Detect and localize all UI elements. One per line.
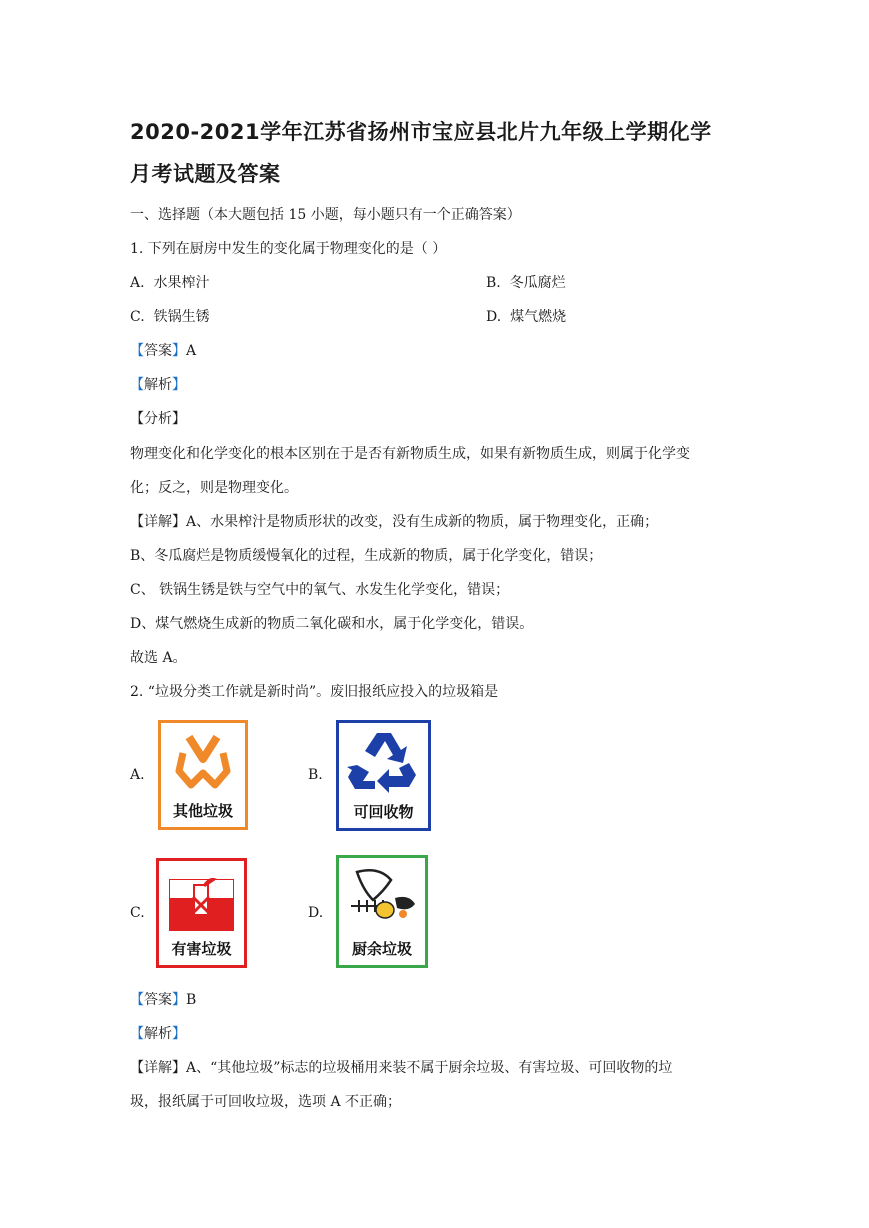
q1-fenxi-line2: 化；反之，则是物理变化。: [130, 480, 298, 496]
q1-fenxi-line1: 物理变化和化学变化的根本区别在于是否有新物质生成，如果有新物质生成，则属于化学变: [130, 446, 690, 462]
q1-stem: 1. 下列在厨房中发生的变化属于物理变化的是（ ）: [130, 241, 447, 257]
q2-option-d-key: D.: [308, 905, 324, 921]
recyclable-label: 可回收物: [353, 803, 414, 821]
hazardous-label: 有害垃圾: [171, 940, 232, 958]
q1-option-a-key: A.: [130, 275, 145, 291]
other-waste-bin-sign: [158, 720, 248, 830]
q1-detail-b: B、冬瓜腐烂是物质缓慢氧化的过程，生成新的物质，属于化学变化，错误；: [130, 548, 603, 564]
q1-option-d: [486, 306, 566, 326]
q1-option-d-text: 煤气燃烧: [510, 309, 567, 325]
q1-option-a: [130, 272, 209, 292]
q2-option-b-key: B.: [308, 767, 323, 783]
q1-option-b-key: B.: [486, 275, 501, 291]
other-waste-label: 其他垃圾: [172, 802, 233, 820]
q2-detail-line1-text: A、“其他垃圾”标志的垃圾桶用来装不属于厨余垃圾、有害垃圾、可回收物的垃: [186, 1060, 673, 1076]
q1-answer: 【答案】A: [130, 343, 197, 359]
q1-fenxi-tag: 分析: [144, 411, 172, 427]
recycle-icon: [339, 723, 428, 801]
q1-analysis-tag: 解析: [144, 377, 172, 393]
q1-detail-tag: 详解: [144, 514, 172, 530]
q1-detail-a-text: A、水果榨汁是物质形状的改变，没有生成新的物质，属于物理变化，正确；: [186, 514, 659, 530]
q2-analysis-tag: 解析: [144, 1026, 172, 1042]
q1-detail-d: D、煤气燃烧生成新的物质二氧化碳和水，属于化学变化，错误。: [130, 616, 534, 632]
q1-answer-tag: 答案: [144, 343, 172, 359]
q1-option-d-key: D.: [486, 309, 502, 325]
document-title-line1: 2020-2021学年江苏省扬州市宝应县北片九年级上学期化学: [130, 120, 712, 144]
q2-option-c-key: C.: [130, 905, 145, 921]
q1-analysis: 【解析】: [130, 377, 186, 393]
q2-answer: 【答案】B: [130, 992, 197, 1008]
other-waste-icon: [161, 723, 245, 798]
q2-detail-line1: 【详解】A、“其他垃圾”标志的垃圾桶用来装不属于厨余垃圾、有害垃圾、可回收物的垃: [130, 1060, 673, 1076]
q2-stem: 2. “垃圾分类工作就是新时尚”。废旧报纸应投入的垃圾箱是: [130, 684, 499, 700]
kitchen-waste-label: 厨余垃圾: [351, 940, 412, 958]
q2-answer-value: B: [186, 992, 197, 1008]
q2-detail-tag: 详解: [144, 1060, 172, 1076]
q1-option-b-text: 冬瓜腐烂: [509, 275, 566, 291]
document-title-line2: 月考试题及答案: [130, 162, 281, 186]
q1-option-a-text: 水果榨汁: [153, 275, 210, 291]
kitchen-waste-bin-sign: [336, 855, 428, 968]
q1-option-b: [486, 272, 566, 292]
q1-option-c-key: C.: [130, 309, 145, 325]
q1-detail-a: 【详解】A、水果榨汁是物质形状的改变，没有生成新的物质，属于物理变化，正确；: [130, 514, 659, 530]
q2-answer-tag: 答案: [144, 992, 172, 1008]
recyclable-bin-sign: [336, 720, 431, 831]
kitchen-waste-icon: [339, 858, 425, 936]
q1-detail-c: C、 铁锅生锈是铁与空气中的氧气、水发生化学变化，错误；: [130, 582, 510, 598]
q1-conclusion: 故选 A。: [130, 650, 187, 666]
q2-option-a-key: A.: [130, 767, 145, 783]
q2-analysis: 【解析】: [130, 1026, 186, 1042]
q1-option-c: [130, 306, 210, 326]
q1-fenxi-heading: 【分析】: [130, 411, 186, 427]
q1-option-c-text: 铁锅生锈: [153, 309, 210, 325]
hazard-battery-icon: [159, 861, 244, 936]
q2-detail-line2: 圾，报纸属于可回收垃圾，选项 A 不正确；: [130, 1094, 402, 1110]
q1-answer-value: A: [186, 343, 197, 359]
section-heading: 一、选择题（本大题包括 15 小题，每小题只有一个正确答案）: [130, 207, 521, 223]
hazardous-bin-sign: [156, 858, 247, 968]
